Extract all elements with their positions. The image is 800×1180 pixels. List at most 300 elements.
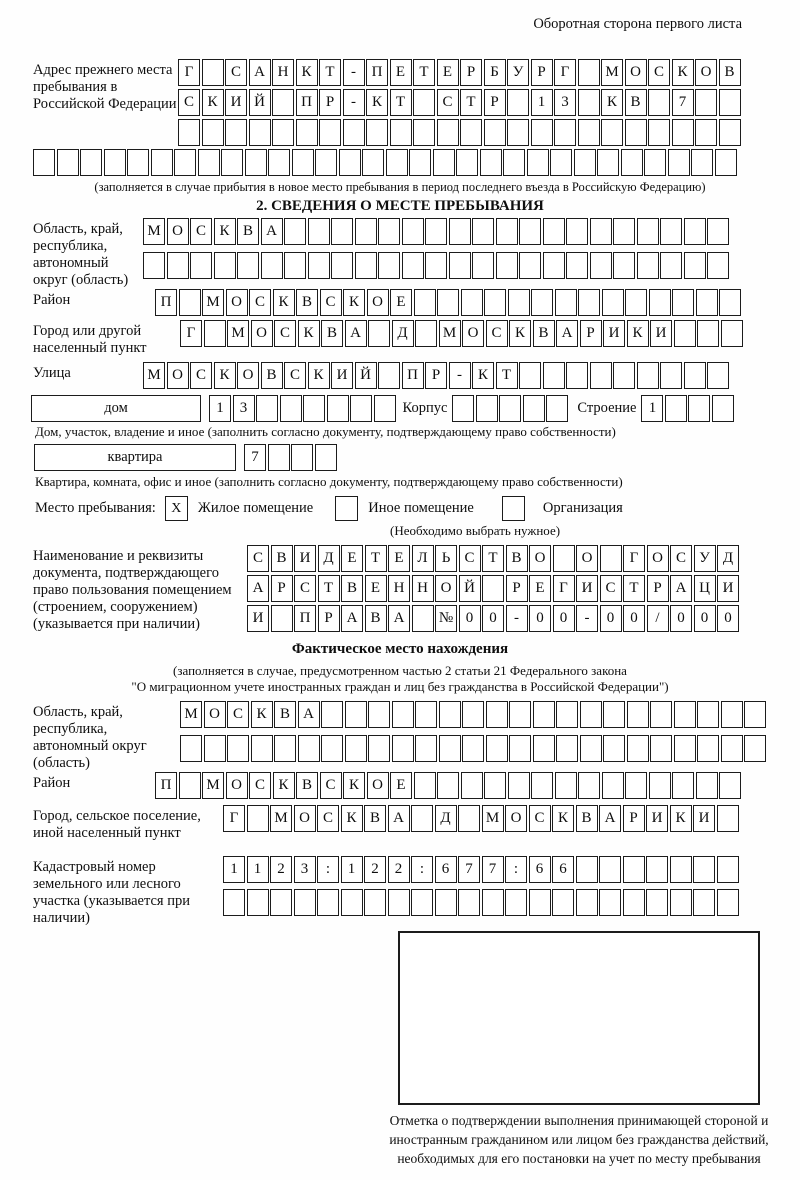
char-cell[interactable] xyxy=(546,395,568,422)
char-cell[interactable] xyxy=(374,395,396,422)
char-cell[interactable]: Й xyxy=(459,575,481,602)
char-cell[interactable]: А xyxy=(298,701,320,728)
char-cell[interactable] xyxy=(674,701,696,728)
char-cell[interactable] xyxy=(519,362,541,389)
char-cell[interactable] xyxy=(670,856,692,883)
char-cell[interactable]: 1 xyxy=(209,395,231,422)
char-cell[interactable]: В xyxy=(719,59,741,86)
char-cell[interactable]: Е xyxy=(437,59,459,86)
char-cell[interactable]: П xyxy=(366,59,388,86)
char-cell[interactable]: 1 xyxy=(247,856,269,883)
char-cell[interactable] xyxy=(603,735,625,762)
char-cell[interactable]: И xyxy=(247,605,269,632)
char-cell[interactable] xyxy=(127,149,149,176)
char-cell[interactable]: С xyxy=(437,89,459,116)
char-cell[interactable] xyxy=(449,252,471,279)
char-cell[interactable] xyxy=(178,119,200,146)
char-cell[interactable] xyxy=(554,119,576,146)
char-cell[interactable]: П xyxy=(155,289,177,316)
house-type-box[interactable]: дом xyxy=(31,395,201,422)
char-cell[interactable]: К xyxy=(273,289,295,316)
char-cell[interactable]: М xyxy=(180,701,202,728)
char-cell[interactable] xyxy=(533,701,555,728)
char-cell[interactable] xyxy=(717,856,739,883)
char-cell[interactable] xyxy=(437,289,459,316)
char-cell[interactable] xyxy=(261,252,283,279)
char-cell[interactable]: К xyxy=(670,805,692,832)
char-cell[interactable] xyxy=(505,889,527,916)
char-cell[interactable] xyxy=(674,735,696,762)
char-cell[interactable] xyxy=(462,701,484,728)
char-cell[interactable]: Т xyxy=(496,362,518,389)
char-cell[interactable] xyxy=(597,149,619,176)
char-cell[interactable]: В xyxy=(533,320,555,347)
char-cell[interactable]: П xyxy=(402,362,424,389)
char-cell[interactable] xyxy=(437,772,459,799)
char-cell[interactable]: О xyxy=(367,289,389,316)
char-cell[interactable]: С xyxy=(249,772,271,799)
char-cell[interactable] xyxy=(576,889,598,916)
char-cell[interactable] xyxy=(291,444,313,471)
char-cell[interactable]: А xyxy=(388,605,410,632)
char-cell[interactable] xyxy=(555,772,577,799)
char-cell[interactable] xyxy=(646,856,668,883)
char-cell[interactable] xyxy=(413,89,435,116)
char-cell[interactable]: Р xyxy=(580,320,602,347)
char-cell[interactable] xyxy=(650,701,672,728)
char-cell[interactable]: 1 xyxy=(641,395,663,422)
char-cell[interactable] xyxy=(143,252,165,279)
char-cell[interactable]: С xyxy=(459,545,481,572)
char-cell[interactable] xyxy=(648,89,670,116)
char-cell[interactable] xyxy=(331,252,353,279)
char-cell[interactable] xyxy=(151,149,173,176)
char-cell[interactable]: Е xyxy=(390,289,412,316)
char-cell[interactable] xyxy=(378,362,400,389)
char-cell[interactable] xyxy=(227,735,249,762)
char-cell[interactable]: К xyxy=(601,89,623,116)
char-cell[interactable]: В xyxy=(321,320,343,347)
char-cell[interactable] xyxy=(602,289,624,316)
char-cell[interactable]: 3 xyxy=(554,89,576,116)
char-cell[interactable]: С xyxy=(670,545,692,572)
char-cell[interactable] xyxy=(684,218,706,245)
char-cell[interactable] xyxy=(590,252,612,279)
char-cell[interactable]: Й xyxy=(355,362,377,389)
char-cell[interactable]: Ц xyxy=(694,575,716,602)
char-cell[interactable]: А xyxy=(670,575,692,602)
char-cell[interactable]: И xyxy=(576,575,598,602)
char-cell[interactable] xyxy=(508,772,530,799)
char-cell[interactable] xyxy=(439,701,461,728)
char-cell[interactable]: М xyxy=(270,805,292,832)
char-cell[interactable] xyxy=(308,218,330,245)
char-cell[interactable] xyxy=(425,252,447,279)
char-cell[interactable] xyxy=(321,735,343,762)
char-cell[interactable] xyxy=(319,119,341,146)
char-cell[interactable]: 1 xyxy=(341,856,363,883)
char-cell[interactable] xyxy=(204,320,226,347)
char-cell[interactable]: С xyxy=(320,772,342,799)
char-cell[interactable]: Р xyxy=(531,59,553,86)
char-cell[interactable] xyxy=(637,362,659,389)
char-cell[interactable]: А xyxy=(261,218,283,245)
char-cell[interactable] xyxy=(519,252,541,279)
char-cell[interactable]: А xyxy=(556,320,578,347)
char-cell[interactable] xyxy=(603,701,625,728)
char-cell[interactable] xyxy=(590,218,612,245)
char-cell[interactable] xyxy=(688,395,710,422)
char-cell[interactable] xyxy=(484,289,506,316)
char-cell[interactable]: 2 xyxy=(364,856,386,883)
char-cell[interactable] xyxy=(315,444,337,471)
char-cell[interactable] xyxy=(284,252,306,279)
char-cell[interactable]: С xyxy=(227,701,249,728)
char-cell[interactable]: Д xyxy=(392,320,414,347)
char-cell[interactable] xyxy=(601,119,623,146)
char-cell[interactable]: С xyxy=(249,289,271,316)
char-cell[interactable]: Т xyxy=(413,59,435,86)
char-cell[interactable]: Г xyxy=(178,59,200,86)
char-cell[interactable]: Ь xyxy=(435,545,457,572)
char-cell[interactable] xyxy=(435,889,457,916)
char-cell[interactable] xyxy=(744,735,766,762)
char-cell[interactable] xyxy=(345,701,367,728)
char-cell[interactable] xyxy=(696,772,718,799)
char-cell[interactable]: С xyxy=(529,805,551,832)
char-cell[interactable] xyxy=(697,735,719,762)
char-cell[interactable]: Р xyxy=(647,575,669,602)
char-cell[interactable] xyxy=(392,735,414,762)
char-cell[interactable] xyxy=(104,149,126,176)
char-cell[interactable]: Е xyxy=(388,545,410,572)
char-cell[interactable]: И xyxy=(225,89,247,116)
char-cell[interactable] xyxy=(402,252,424,279)
char-cell[interactable] xyxy=(697,320,719,347)
char-cell[interactable] xyxy=(721,735,743,762)
char-cell[interactable] xyxy=(717,889,739,916)
char-cell[interactable]: Д xyxy=(435,805,457,832)
char-cell[interactable]: Г xyxy=(223,805,245,832)
char-cell[interactable] xyxy=(529,889,551,916)
char-cell[interactable]: Т xyxy=(482,545,504,572)
char-cell[interactable]: И xyxy=(331,362,353,389)
char-cell[interactable]: И xyxy=(650,320,672,347)
char-cell[interactable]: К xyxy=(251,701,273,728)
char-cell[interactable] xyxy=(368,735,390,762)
char-cell[interactable] xyxy=(566,362,588,389)
char-cell[interactable] xyxy=(414,772,436,799)
char-cell[interactable] xyxy=(684,362,706,389)
char-cell[interactable] xyxy=(480,149,502,176)
char-cell[interactable] xyxy=(251,735,273,762)
char-cell[interactable]: Р xyxy=(623,805,645,832)
char-cell[interactable] xyxy=(486,701,508,728)
char-cell[interactable] xyxy=(190,252,212,279)
char-cell[interactable]: 3 xyxy=(294,856,316,883)
char-cell[interactable]: № xyxy=(435,605,457,632)
char-cell[interactable] xyxy=(272,119,294,146)
char-cell[interactable] xyxy=(284,218,306,245)
char-cell[interactable] xyxy=(461,289,483,316)
char-cell[interactable]: К xyxy=(343,289,365,316)
char-cell[interactable]: М xyxy=(482,805,504,832)
char-cell[interactable] xyxy=(623,856,645,883)
char-cell[interactable]: С xyxy=(648,59,670,86)
char-cell[interactable] xyxy=(555,289,577,316)
char-cell[interactable] xyxy=(412,605,434,632)
char-cell[interactable] xyxy=(590,362,612,389)
apartment-type-box[interactable]: квартира xyxy=(34,444,236,471)
char-cell[interactable] xyxy=(665,395,687,422)
char-cell[interactable] xyxy=(256,395,278,422)
char-cell[interactable] xyxy=(270,889,292,916)
char-cell[interactable] xyxy=(452,395,474,422)
char-cell[interactable] xyxy=(627,735,649,762)
char-cell[interactable] xyxy=(578,59,600,86)
char-cell[interactable]: Р xyxy=(425,362,447,389)
char-cell[interactable] xyxy=(578,772,600,799)
char-cell[interactable] xyxy=(449,218,471,245)
char-cell[interactable] xyxy=(350,395,372,422)
char-cell[interactable]: Е xyxy=(390,59,412,86)
char-cell[interactable] xyxy=(695,89,717,116)
char-cell[interactable] xyxy=(507,89,529,116)
char-cell[interactable]: - xyxy=(576,605,598,632)
char-cell[interactable]: С xyxy=(317,805,339,832)
char-cell[interactable]: 6 xyxy=(435,856,457,883)
char-cell[interactable]: К xyxy=(366,89,388,116)
char-cell[interactable]: Т xyxy=(623,575,645,602)
char-cell[interactable]: 2 xyxy=(270,856,292,883)
char-cell[interactable] xyxy=(272,89,294,116)
stay-type-checkbox-residential[interactable]: X xyxy=(165,496,188,521)
char-cell[interactable]: К xyxy=(296,59,318,86)
char-cell[interactable] xyxy=(315,149,337,176)
char-cell[interactable] xyxy=(413,119,435,146)
char-cell[interactable] xyxy=(637,218,659,245)
char-cell[interactable] xyxy=(378,218,400,245)
char-cell[interactable]: К xyxy=(343,772,365,799)
char-cell[interactable]: К xyxy=(298,320,320,347)
char-cell[interactable] xyxy=(543,362,565,389)
char-cell[interactable] xyxy=(245,149,267,176)
char-cell[interactable] xyxy=(57,149,79,176)
char-cell[interactable]: М xyxy=(202,772,224,799)
char-cell[interactable] xyxy=(368,701,390,728)
char-cell[interactable] xyxy=(566,252,588,279)
char-cell[interactable]: К xyxy=(214,362,236,389)
char-cell[interactable] xyxy=(496,252,518,279)
char-cell[interactable]: О xyxy=(367,772,389,799)
char-cell[interactable]: О xyxy=(226,772,248,799)
char-cell[interactable] xyxy=(672,289,694,316)
char-cell[interactable]: У xyxy=(507,59,529,86)
char-cell[interactable] xyxy=(707,252,729,279)
char-cell[interactable]: Е xyxy=(341,545,363,572)
char-cell[interactable] xyxy=(695,119,717,146)
char-cell[interactable]: Е xyxy=(529,575,551,602)
char-cell[interactable] xyxy=(599,889,621,916)
char-cell[interactable] xyxy=(574,149,596,176)
char-cell[interactable]: В xyxy=(261,362,283,389)
char-cell[interactable] xyxy=(672,772,694,799)
char-cell[interactable]: Н xyxy=(412,575,434,602)
char-cell[interactable] xyxy=(296,119,318,146)
char-cell[interactable] xyxy=(613,362,635,389)
char-cell[interactable]: 6 xyxy=(529,856,551,883)
char-cell[interactable]: К xyxy=(214,218,236,245)
char-cell[interactable]: - xyxy=(449,362,471,389)
char-cell[interactable] xyxy=(167,252,189,279)
char-cell[interactable] xyxy=(331,218,353,245)
char-cell[interactable] xyxy=(425,218,447,245)
char-cell[interactable]: О xyxy=(695,59,717,86)
char-cell[interactable]: М xyxy=(601,59,623,86)
char-cell[interactable] xyxy=(721,701,743,728)
char-cell[interactable] xyxy=(482,889,504,916)
char-cell[interactable] xyxy=(460,119,482,146)
char-cell[interactable] xyxy=(721,320,743,347)
char-cell[interactable]: М xyxy=(439,320,461,347)
char-cell[interactable]: С xyxy=(190,218,212,245)
char-cell[interactable] xyxy=(578,89,600,116)
char-cell[interactable] xyxy=(268,444,290,471)
char-cell[interactable]: К xyxy=(273,772,295,799)
char-cell[interactable]: О xyxy=(167,362,189,389)
char-cell[interactable] xyxy=(533,735,555,762)
char-cell[interactable]: 0 xyxy=(459,605,481,632)
char-cell[interactable] xyxy=(223,889,245,916)
char-cell[interactable]: Е xyxy=(365,575,387,602)
char-cell[interactable] xyxy=(317,889,339,916)
char-cell[interactable]: К xyxy=(672,59,694,86)
char-cell[interactable]: К xyxy=(472,362,494,389)
char-cell[interactable] xyxy=(715,149,737,176)
char-cell[interactable] xyxy=(476,395,498,422)
char-cell[interactable] xyxy=(625,772,647,799)
char-cell[interactable] xyxy=(180,735,202,762)
char-cell[interactable] xyxy=(576,856,598,883)
char-cell[interactable] xyxy=(707,362,729,389)
char-cell[interactable] xyxy=(198,149,220,176)
char-cell[interactable]: О xyxy=(529,545,551,572)
char-cell[interactable]: О xyxy=(462,320,484,347)
char-cell[interactable] xyxy=(509,735,531,762)
char-cell[interactable]: 7 xyxy=(244,444,266,471)
char-cell[interactable] xyxy=(308,252,330,279)
char-cell[interactable] xyxy=(707,218,729,245)
char-cell[interactable]: : xyxy=(411,856,433,883)
char-cell[interactable] xyxy=(637,252,659,279)
char-cell[interactable] xyxy=(550,149,572,176)
char-cell[interactable]: О xyxy=(167,218,189,245)
char-cell[interactable] xyxy=(204,735,226,762)
char-cell[interactable] xyxy=(247,805,269,832)
char-cell[interactable] xyxy=(174,149,196,176)
char-cell[interactable]: 0 xyxy=(623,605,645,632)
char-cell[interactable] xyxy=(621,149,643,176)
char-cell[interactable] xyxy=(439,735,461,762)
char-cell[interactable]: О xyxy=(576,545,598,572)
char-cell[interactable] xyxy=(321,701,343,728)
char-cell[interactable]: 0 xyxy=(670,605,692,632)
char-cell[interactable]: О xyxy=(204,701,226,728)
char-cell[interactable] xyxy=(600,545,622,572)
char-cell[interactable] xyxy=(368,320,390,347)
char-cell[interactable]: В xyxy=(341,575,363,602)
char-cell[interactable] xyxy=(456,149,478,176)
char-cell[interactable] xyxy=(719,289,741,316)
char-cell[interactable]: Н xyxy=(272,59,294,86)
char-cell[interactable] xyxy=(271,605,293,632)
char-cell[interactable]: С xyxy=(320,289,342,316)
char-cell[interactable] xyxy=(415,735,437,762)
char-cell[interactable]: С xyxy=(178,89,200,116)
char-cell[interactable]: 7 xyxy=(458,856,480,883)
char-cell[interactable]: / xyxy=(647,605,669,632)
char-cell[interactable]: П xyxy=(294,605,316,632)
char-cell[interactable]: 0 xyxy=(553,605,575,632)
char-cell[interactable] xyxy=(566,218,588,245)
char-cell[interactable] xyxy=(202,119,224,146)
char-cell[interactable]: М xyxy=(143,362,165,389)
char-cell[interactable] xyxy=(496,218,518,245)
char-cell[interactable] xyxy=(366,119,388,146)
char-cell[interactable] xyxy=(33,149,55,176)
char-cell[interactable]: 0 xyxy=(717,605,739,632)
char-cell[interactable]: В xyxy=(296,772,318,799)
char-cell[interactable]: П xyxy=(296,89,318,116)
char-cell[interactable]: П xyxy=(155,772,177,799)
char-cell[interactable] xyxy=(580,735,602,762)
char-cell[interactable]: Т xyxy=(318,575,340,602)
char-cell[interactable] xyxy=(553,545,575,572)
char-cell[interactable]: - xyxy=(506,605,528,632)
char-cell[interactable] xyxy=(415,320,437,347)
char-cell[interactable]: С xyxy=(190,362,212,389)
char-cell[interactable]: Г xyxy=(623,545,645,572)
char-cell[interactable] xyxy=(343,119,365,146)
char-cell[interactable]: Д xyxy=(717,545,739,572)
char-cell[interactable] xyxy=(674,320,696,347)
char-cell[interactable] xyxy=(221,149,243,176)
char-cell[interactable]: А xyxy=(388,805,410,832)
char-cell[interactable]: Л xyxy=(412,545,434,572)
char-cell[interactable] xyxy=(668,149,690,176)
char-cell[interactable] xyxy=(486,735,508,762)
char-cell[interactable]: - xyxy=(343,59,365,86)
char-cell[interactable]: Е xyxy=(390,772,412,799)
char-cell[interactable]: Т xyxy=(319,59,341,86)
char-cell[interactable]: И xyxy=(717,575,739,602)
char-cell[interactable]: М xyxy=(227,320,249,347)
char-cell[interactable] xyxy=(648,119,670,146)
char-cell[interactable]: В xyxy=(296,289,318,316)
char-cell[interactable] xyxy=(552,889,574,916)
char-cell[interactable] xyxy=(437,119,459,146)
char-cell[interactable]: - xyxy=(343,89,365,116)
char-cell[interactable] xyxy=(414,289,436,316)
char-cell[interactable] xyxy=(543,252,565,279)
char-cell[interactable] xyxy=(461,772,483,799)
char-cell[interactable] xyxy=(625,289,647,316)
char-cell[interactable]: : xyxy=(505,856,527,883)
char-cell[interactable]: 2 xyxy=(388,856,410,883)
char-cell[interactable] xyxy=(402,218,424,245)
char-cell[interactable]: К xyxy=(509,320,531,347)
char-cell[interactable]: Д xyxy=(318,545,340,572)
